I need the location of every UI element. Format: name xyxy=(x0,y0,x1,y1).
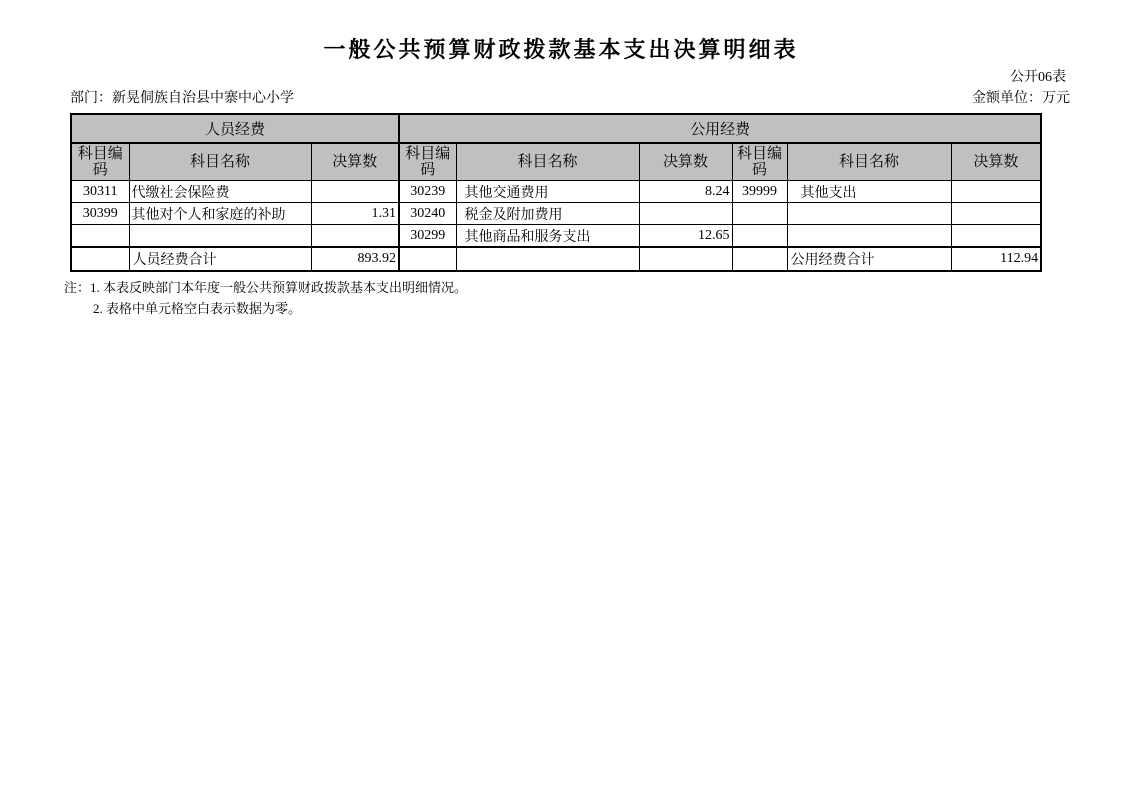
amount-cell: 8.24 xyxy=(639,181,732,203)
col-header-amount: 决算数 xyxy=(639,143,732,181)
subject-name-cell: 税金及附加费用 xyxy=(456,203,639,225)
empty-cell xyxy=(71,247,129,271)
subject-name-cell: 代缴社会保险费 xyxy=(129,181,311,203)
amount-cell: 1.31 xyxy=(311,203,399,225)
personnel-total-value: 893.92 xyxy=(311,247,399,271)
col-header-subject-name: 科目名称 xyxy=(456,143,639,181)
form-code-label: 公开06表 xyxy=(1010,70,1066,85)
subject-code-cell: 39999 xyxy=(732,181,787,203)
budget-detail-table xyxy=(70,113,1042,272)
subject-code-cell xyxy=(71,225,129,248)
subject-code-cell xyxy=(732,225,787,248)
public-total-label: 公用经费合计 xyxy=(787,247,951,271)
department-label: 部门：新晃侗族自治县中寨中心小学 xyxy=(70,91,294,106)
note-line: 注：1. 本表反映部门本年度一般公共预算财政拨款基本支出明细情况。 xyxy=(64,280,468,295)
section-header-public: 公用经费 xyxy=(399,114,1041,143)
col-header-subject-code: 科目编码 xyxy=(71,143,129,181)
subject-name-cell xyxy=(787,203,951,225)
amount-cell xyxy=(951,225,1041,248)
col-header-subject-name: 科目名称 xyxy=(129,143,311,181)
amount-cell xyxy=(639,203,732,225)
page-title: 一般公共预算财政拨款基本支出决算明细表 xyxy=(323,37,799,62)
table-row xyxy=(71,203,1041,225)
subject-code-cell: 30239 xyxy=(399,181,456,203)
amount-cell xyxy=(951,181,1041,203)
amount-cell: 12.65 xyxy=(639,225,732,248)
subject-name-cell: 其他商品和服务支出 xyxy=(456,225,639,248)
subject-name-cell: 其他对个人和家庭的补助 xyxy=(129,203,311,225)
public-total-value: 112.94 xyxy=(951,247,1041,271)
subject-code-cell: 30399 xyxy=(71,203,129,225)
subject-code-cell: 30311 xyxy=(71,181,129,203)
subject-code-cell xyxy=(732,203,787,225)
footnotes xyxy=(64,280,1122,317)
table-row xyxy=(71,225,1041,248)
col-header-amount: 决算数 xyxy=(951,143,1041,181)
subject-name-cell: 其他支出 xyxy=(787,181,951,203)
amount-cell xyxy=(311,225,399,248)
empty-cell xyxy=(732,247,787,271)
col-header-subject-code: 科目编码 xyxy=(399,143,456,181)
col-header-subject-code: 科目编码 xyxy=(732,143,787,181)
note-line: 2. 表格中单元格空白表示数据为零。 xyxy=(93,301,302,316)
empty-cell xyxy=(456,247,639,271)
section-header-personnel: 人员经费 xyxy=(71,114,399,143)
section-header-row xyxy=(71,114,1041,143)
column-header-row xyxy=(71,143,1041,181)
subject-name-cell: 其他交通费用 xyxy=(456,181,639,203)
subject-name-cell xyxy=(787,225,951,248)
amount-cell xyxy=(951,203,1041,225)
meta-row xyxy=(70,90,1070,107)
personnel-total-label: 人员经费合计 xyxy=(129,247,311,271)
col-header-amount: 决算数 xyxy=(311,143,399,181)
subject-code-cell: 30240 xyxy=(399,203,456,225)
table-row xyxy=(71,181,1041,203)
subject-name-cell xyxy=(129,225,311,248)
amount-cell xyxy=(311,181,399,203)
empty-cell xyxy=(639,247,732,271)
subject-code-cell: 30299 xyxy=(399,225,456,248)
totals-row xyxy=(71,247,1041,271)
empty-cell xyxy=(399,247,456,271)
col-header-subject-name: 科目名称 xyxy=(787,143,951,181)
unit-label: 金额单位：万元 xyxy=(972,91,1070,106)
